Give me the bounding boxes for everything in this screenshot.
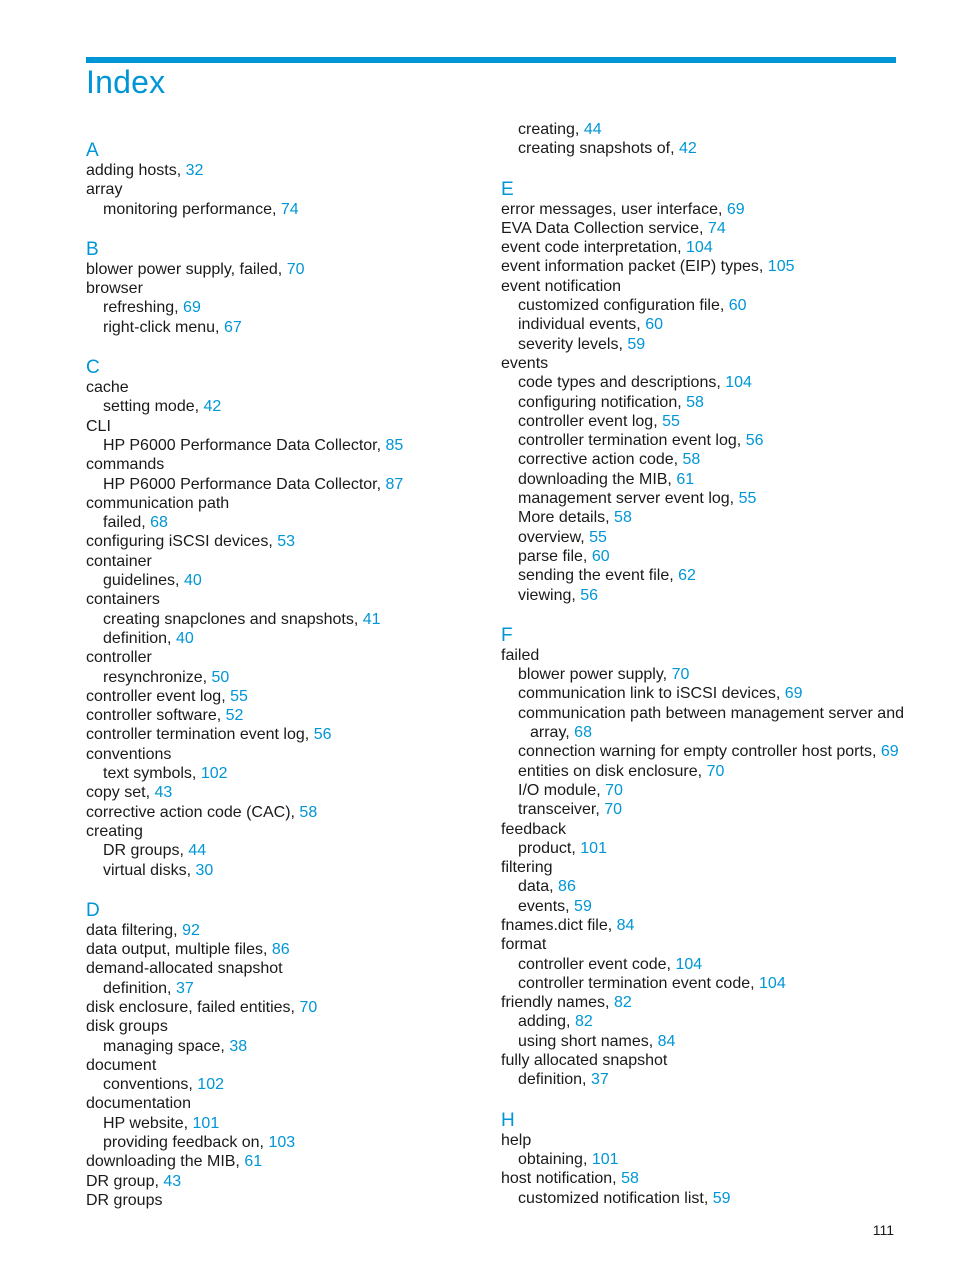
- index-entry-term: adding hosts,: [86, 162, 182, 179]
- index-entry-term: entities on disk enclosure,: [518, 762, 703, 780]
- page-reference-link[interactable]: 53: [277, 533, 296, 551]
- index-entry: [501, 974, 901, 993]
- index-entry-term: HP P6000 Performance Data Collector,: [103, 475, 382, 493]
- page-reference-link[interactable]: 43: [163, 1172, 182, 1190]
- index-entry-term: data,: [518, 878, 554, 896]
- page-reference-link[interactable]: 84: [616, 916, 635, 934]
- page-reference-link[interactable]: 67: [223, 318, 242, 336]
- index-entry: [86, 1114, 486, 1133]
- index-section-letter: H: [501, 1109, 515, 1131]
- index-entry: [86, 841, 486, 860]
- index-entry-term: definition,: [518, 1071, 587, 1089]
- index-entry-term: virtual disks,: [103, 861, 192, 879]
- index-entry: [501, 586, 901, 605]
- index-entry-term: document: [86, 1056, 157, 1074]
- index-entry: [501, 1189, 901, 1208]
- index-entry-term: managing space,: [103, 1037, 225, 1055]
- index-entry-term: severity levels,: [518, 335, 623, 353]
- index-entry-term: cache: [86, 379, 129, 397]
- index-entry-term: filtering: [501, 859, 553, 877]
- index-entry: [86, 706, 486, 725]
- page-reference-link[interactable]: 61: [244, 1153, 263, 1171]
- page-reference-link[interactable]: 104: [759, 974, 786, 992]
- index-entry-term: right-click menu,: [103, 318, 220, 336]
- page-reference-link[interactable]: 84: [657, 1032, 676, 1050]
- index-entry-term: controller software,: [86, 707, 222, 725]
- index-entry-term: setting mode,: [103, 398, 200, 416]
- page-reference-link[interactable]: 59: [712, 1189, 731, 1207]
- index-entry: [501, 993, 901, 1012]
- index-entry-term: array: [86, 181, 123, 199]
- page-reference-link[interactable]: 41: [362, 610, 381, 628]
- index-entry: [501, 646, 901, 665]
- index-entry: [86, 940, 486, 959]
- page-reference-link[interactable]: 70: [671, 666, 690, 684]
- index-entry: [501, 238, 901, 257]
- index-entry: [86, 475, 486, 494]
- index-entry-term: conventions,: [103, 1076, 193, 1094]
- index-entry-term: viewing,: [518, 586, 576, 604]
- page-reference-link[interactable]: 69: [726, 200, 745, 218]
- index-entry: [501, 762, 901, 781]
- page-reference-link[interactable]: 56: [313, 726, 332, 744]
- page-reference-link[interactable]: 50: [211, 668, 230, 686]
- page-reference-link[interactable]: 70: [299, 998, 318, 1016]
- index-entry-term: text symbols,: [103, 765, 197, 783]
- index-entry-term: controller: [86, 649, 152, 667]
- page-reference-link[interactable]: 55: [230, 687, 248, 705]
- index-entry: [501, 916, 901, 935]
- page-reference-link[interactable]: 102: [197, 1076, 224, 1094]
- page-reference-link[interactable]: 40: [175, 629, 194, 647]
- index-entry: [86, 1191, 486, 1210]
- index-entry: [501, 1131, 901, 1150]
- page-reference-link[interactable]: 61: [676, 470, 695, 488]
- index-entry: [501, 1169, 901, 1188]
- index-entry-term: container: [86, 552, 152, 570]
- index-entry: [501, 935, 901, 954]
- index-entry: [86, 1133, 486, 1152]
- page-reference-link[interactable]: 55: [662, 412, 680, 430]
- index-entry: [86, 279, 486, 298]
- index-entry: [501, 1070, 901, 1089]
- page-reference-link[interactable]: 92: [182, 921, 200, 939]
- page-reference-link[interactable]: 70: [286, 260, 305, 278]
- index-entry: [501, 955, 901, 974]
- page-reference-link[interactable]: 101: [192, 1114, 220, 1132]
- index-entry-term: event code interpretation,: [501, 239, 682, 257]
- index-entry: [501, 373, 901, 392]
- index-entry-term: array,: [530, 724, 570, 742]
- page-reference-link[interactable]: 56: [745, 432, 764, 450]
- index-entry: [501, 566, 901, 585]
- index-entry-term: controller event log,: [518, 412, 658, 430]
- index-entry: [86, 959, 486, 978]
- index-entry: [86, 161, 486, 180]
- index-entry-term: resynchronize,: [103, 668, 208, 686]
- index-entry: [86, 687, 486, 706]
- index-entry-term: configuring notification,: [518, 393, 682, 411]
- index-entry-term: monitoring performance,: [103, 200, 277, 218]
- page-reference-link[interactable]: 59: [574, 897, 592, 915]
- index-entry-term: disk groups: [86, 1018, 168, 1036]
- index-entry-term: containers: [86, 591, 160, 609]
- index-entry-term: controller termination event log,: [86, 726, 310, 744]
- index-entry: [501, 820, 901, 839]
- index-entry-term: configuring iSCSI devices,: [86, 533, 273, 551]
- index-entry: [501, 723, 901, 742]
- page-reference-link[interactable]: 60: [591, 547, 610, 565]
- page-reference-link[interactable]: 70: [706, 762, 725, 780]
- index-entry: [86, 1037, 486, 1056]
- index-entry: [501, 1032, 901, 1051]
- index-entry: [86, 298, 486, 317]
- index-entry-term: fnames.dict file,: [501, 916, 613, 934]
- index-entry: [501, 257, 901, 276]
- page-reference-link[interactable]: 104: [675, 955, 703, 973]
- index-entry: [501, 508, 901, 527]
- index-entry: [501, 665, 901, 684]
- page-reference-link[interactable]: 86: [558, 878, 576, 896]
- index-entry: [86, 318, 486, 337]
- index-entry: [86, 629, 486, 648]
- index-entry-term: help: [501, 1131, 532, 1149]
- page-reference-link[interactable]: 70: [605, 781, 623, 799]
- index-entry-term: controller event log,: [86, 687, 226, 705]
- page-reference-link[interactable]: 103: [268, 1134, 296, 1152]
- index-entry-term: communication path between management server and: [518, 704, 904, 722]
- index-entry: [86, 668, 486, 687]
- index-entry: [501, 296, 901, 315]
- index-entry: [86, 180, 486, 199]
- index-entry-term: definition,: [103, 629, 172, 647]
- index-entry: [501, 315, 901, 334]
- index-entry: [86, 571, 486, 590]
- page-reference-link[interactable]: 58: [682, 451, 701, 469]
- index-entry-term: data output, multiple files,: [86, 941, 268, 959]
- page-reference-link[interactable]: 40: [183, 572, 202, 590]
- page-reference-link[interactable]: 52: [225, 707, 244, 725]
- index-entry: [501, 839, 901, 858]
- index-entry: [86, 921, 486, 940]
- page-reference-link[interactable]: 74: [707, 219, 726, 237]
- page-reference-link[interactable]: 37: [175, 979, 194, 997]
- index-entry-term: transceiver,: [518, 801, 600, 819]
- index-entry-term: providing feedback on,: [103, 1134, 264, 1152]
- index-entry-term: individual events,: [518, 316, 641, 334]
- index-entry: [86, 1017, 486, 1036]
- index-entry-term: format: [501, 936, 547, 954]
- page-reference-link[interactable]: 58: [686, 393, 704, 411]
- index-column-right: [501, 120, 904, 1208]
- index-entry-term: downloading the MIB,: [518, 470, 672, 488]
- index-entry: [501, 489, 901, 508]
- index-entry-term: overview,: [518, 528, 585, 546]
- index-entry: [501, 858, 901, 877]
- index-entry-term: DR groups,: [103, 842, 184, 860]
- index-entry: [86, 378, 486, 397]
- index-entry-term: communication link to iSCSI devices,: [518, 685, 781, 703]
- index-entry-term: DR group,: [86, 1172, 159, 1190]
- page-reference-link[interactable]: 44: [583, 121, 602, 138]
- page-reference-link[interactable]: 86: [271, 941, 290, 959]
- index-entry-term: data filtering,: [86, 921, 178, 939]
- index-entry-term: events: [501, 354, 549, 372]
- index-entry-term: controller termination event code,: [518, 974, 755, 992]
- page-reference-link[interactable]: 44: [188, 842, 207, 860]
- page-reference-link[interactable]: 56: [580, 586, 599, 604]
- index-entry-term: creating: [86, 822, 143, 840]
- index-section-letter: C: [86, 357, 100, 379]
- page-reference-link[interactable]: 58: [614, 509, 632, 527]
- index-entry-term: parse file,: [518, 547, 588, 565]
- index-entry: [86, 532, 486, 551]
- index-entry: [501, 528, 901, 547]
- index-entry: [501, 704, 904, 723]
- index-entry-term: controller termination event log,: [518, 432, 742, 450]
- index-entry: [86, 764, 486, 783]
- index-entry: [501, 877, 901, 896]
- page-reference-link[interactable]: 58: [621, 1170, 639, 1188]
- index-entry-term: fully allocated snapshot: [501, 1052, 668, 1070]
- page-number: 111: [872, 1222, 894, 1238]
- page-reference-link[interactable]: 74: [280, 200, 299, 218]
- index-entry: [501, 800, 901, 819]
- index-entry-term: HP P6000 Performance Data Collector,: [103, 436, 382, 454]
- index-entry-term: blower power supply, failed,: [86, 260, 283, 278]
- page-reference-link[interactable]: 101: [591, 1150, 619, 1168]
- index-entry: [86, 513, 486, 532]
- index-entry: [501, 354, 901, 373]
- index-entry-term: definition,: [103, 979, 172, 997]
- page-reference-link[interactable]: 82: [613, 994, 632, 1012]
- index-entry: [86, 1056, 486, 1075]
- index-section-letter: A: [86, 140, 99, 161]
- index-entry: [501, 277, 901, 296]
- index-entry: [501, 431, 901, 450]
- index-entry: [86, 1094, 486, 1113]
- index-entry-term: friendly names,: [501, 994, 610, 1012]
- index-entry-term: event notification: [501, 277, 622, 295]
- page-reference-link[interactable]: 102: [200, 765, 228, 783]
- page-reference-link[interactable]: 37: [590, 1071, 609, 1089]
- index-entry: [501, 897, 901, 916]
- index-entry-term: host notification,: [501, 1170, 617, 1188]
- page-reference-link[interactable]: 42: [203, 398, 222, 416]
- index-entry-term: CLI: [86, 417, 111, 435]
- index-entry: [501, 547, 901, 566]
- index-entry-term: creating snapshots of,: [518, 140, 675, 158]
- index-entry-term: controller event code,: [518, 955, 671, 973]
- index-entry-term: failed: [501, 646, 540, 664]
- page-reference-link[interactable]: 69: [183, 299, 201, 317]
- index-entry: [501, 139, 901, 158]
- index-entry-term: creating snapclones and snapshots,: [103, 610, 359, 628]
- page-reference-link[interactable]: 30: [195, 861, 214, 879]
- index-entry: [501, 470, 901, 489]
- index-entry-term: corrective action code (CAC),: [86, 803, 295, 821]
- index-entry: [501, 742, 901, 761]
- page-reference-link[interactable]: 43: [154, 784, 173, 802]
- page-reference-link[interactable]: 42: [679, 140, 697, 158]
- index-section-letter: E: [501, 178, 514, 200]
- index-section-letter: F: [501, 624, 513, 646]
- index-entry-term: error messages, user interface,: [501, 200, 723, 218]
- page-reference-link[interactable]: 32: [185, 162, 204, 179]
- index-entry: [86, 998, 486, 1017]
- page-reference-link[interactable]: 60: [728, 297, 747, 315]
- index-entry: [86, 417, 486, 436]
- index-entry: [501, 219, 901, 238]
- index-column-left: [86, 120, 486, 1210]
- index-entry-term: conventions: [86, 745, 172, 763]
- index-entry: [501, 412, 901, 431]
- index-entry-term: events,: [518, 897, 570, 915]
- index-entry-term: guidelines,: [103, 572, 180, 590]
- index-entry: [501, 120, 901, 139]
- index-entry-term: using short names,: [518, 1032, 654, 1050]
- index-entry: [86, 260, 486, 279]
- index-entry-term: More details,: [518, 509, 610, 527]
- index-entry: [86, 1152, 486, 1171]
- page-reference-link[interactable]: 38: [229, 1037, 248, 1055]
- index-entry-term: refreshing,: [103, 299, 179, 317]
- page-reference-link[interactable]: 104: [725, 374, 752, 392]
- index-entry: [501, 1150, 901, 1169]
- index-entry-term: customized notification list,: [518, 1189, 709, 1207]
- index-entry-term: DR groups: [86, 1191, 163, 1209]
- index-entry-term: adding,: [518, 1013, 571, 1031]
- page-reference-link[interactable]: 55: [589, 528, 607, 546]
- index-entry: [501, 200, 901, 219]
- index-entry: [501, 335, 901, 354]
- header-rule: [86, 57, 896, 63]
- index-entry-term: HP website,: [103, 1114, 189, 1132]
- page-reference-link[interactable]: 58: [299, 803, 318, 821]
- page-reference-link[interactable]: 87: [385, 475, 404, 493]
- page-reference-link[interactable]: 69: [784, 685, 803, 703]
- index-section-letter: D: [86, 899, 100, 921]
- index-entry: [86, 1075, 486, 1094]
- index-entry: [86, 783, 486, 802]
- index-entry: [86, 436, 486, 455]
- index-entry-term: product,: [518, 839, 576, 857]
- index-entry: [86, 822, 486, 841]
- index-entry: [501, 1051, 901, 1070]
- index-entry: [86, 590, 486, 609]
- index-entry: [501, 1012, 901, 1031]
- page-reference-link[interactable]: 55: [738, 490, 757, 508]
- index-entry-term: customized configuration file,: [518, 297, 725, 315]
- index-entry: [86, 745, 486, 764]
- index-entry: [86, 552, 486, 571]
- index-entry-term: failed,: [103, 514, 146, 532]
- page-title: Index: [86, 64, 166, 100]
- index-entry: [86, 494, 486, 513]
- index-entry: [501, 781, 901, 800]
- index-entry-term: feedback: [501, 820, 566, 838]
- page-reference-link[interactable]: 69: [880, 743, 899, 761]
- page-reference-link[interactable]: 105: [767, 258, 795, 276]
- index-entry-term: code types and descriptions,: [518, 374, 721, 392]
- index-entry: [501, 393, 901, 412]
- page-reference-link[interactable]: 62: [678, 567, 696, 585]
- index-entry: [86, 1172, 486, 1191]
- index-entry-term: commands: [86, 456, 165, 474]
- page-reference-link[interactable]: 68: [150, 514, 168, 532]
- index-entry-term: EVA Data Collection service,: [501, 219, 704, 237]
- index-entry-term: documentation: [86, 1095, 191, 1113]
- index-entry-term: connection warning for empty controller host ports,: [518, 743, 877, 761]
- page-reference-link[interactable]: 104: [686, 239, 713, 257]
- index-entry-term: corrective action code,: [518, 451, 679, 469]
- page-reference-link[interactable]: 60: [645, 316, 663, 334]
- index-entry: [501, 684, 901, 703]
- index-entry-term: downloading the MIB,: [86, 1153, 240, 1171]
- index-entry-term: copy set,: [86, 784, 151, 802]
- index-entry-term: creating,: [518, 121, 580, 138]
- index-section-letter: B: [86, 238, 99, 260]
- index-entry-term: demand-allocated snapshot: [86, 960, 283, 978]
- index-entry: [86, 648, 486, 667]
- index-entry: [501, 450, 901, 469]
- index-entry: [86, 979, 486, 998]
- index-entry-term: obtaining,: [518, 1150, 588, 1168]
- index-entry-term: I/O module,: [518, 781, 601, 799]
- index-entry: [86, 397, 486, 416]
- index-entry-term: management server event log,: [518, 490, 735, 508]
- page-reference-link[interactable]: 68: [574, 724, 592, 742]
- page-reference-link[interactable]: 82: [574, 1013, 593, 1031]
- index-entry-term: event information packet (EIP) types,: [501, 258, 764, 276]
- index-entry-term: disk enclosure, failed entities,: [86, 998, 295, 1016]
- page-reference-link[interactable]: 70: [604, 801, 623, 819]
- page-reference-link[interactable]: 85: [385, 436, 404, 454]
- index-entry: [86, 455, 486, 474]
- index-entry-term: sending the event file,: [518, 567, 674, 585]
- index-entry: [86, 803, 486, 822]
- page-reference-link[interactable]: 59: [627, 335, 646, 353]
- index-entry: [86, 610, 486, 629]
- index-entry-term: blower power supply,: [518, 666, 668, 684]
- index-entry: [86, 200, 486, 219]
- index-entry-term: browser: [86, 280, 143, 298]
- index-entry: [86, 725, 486, 744]
- page-reference-link[interactable]: 101: [580, 839, 607, 857]
- index-entry-term: communication path: [86, 494, 230, 512]
- index-entry: [86, 861, 486, 880]
